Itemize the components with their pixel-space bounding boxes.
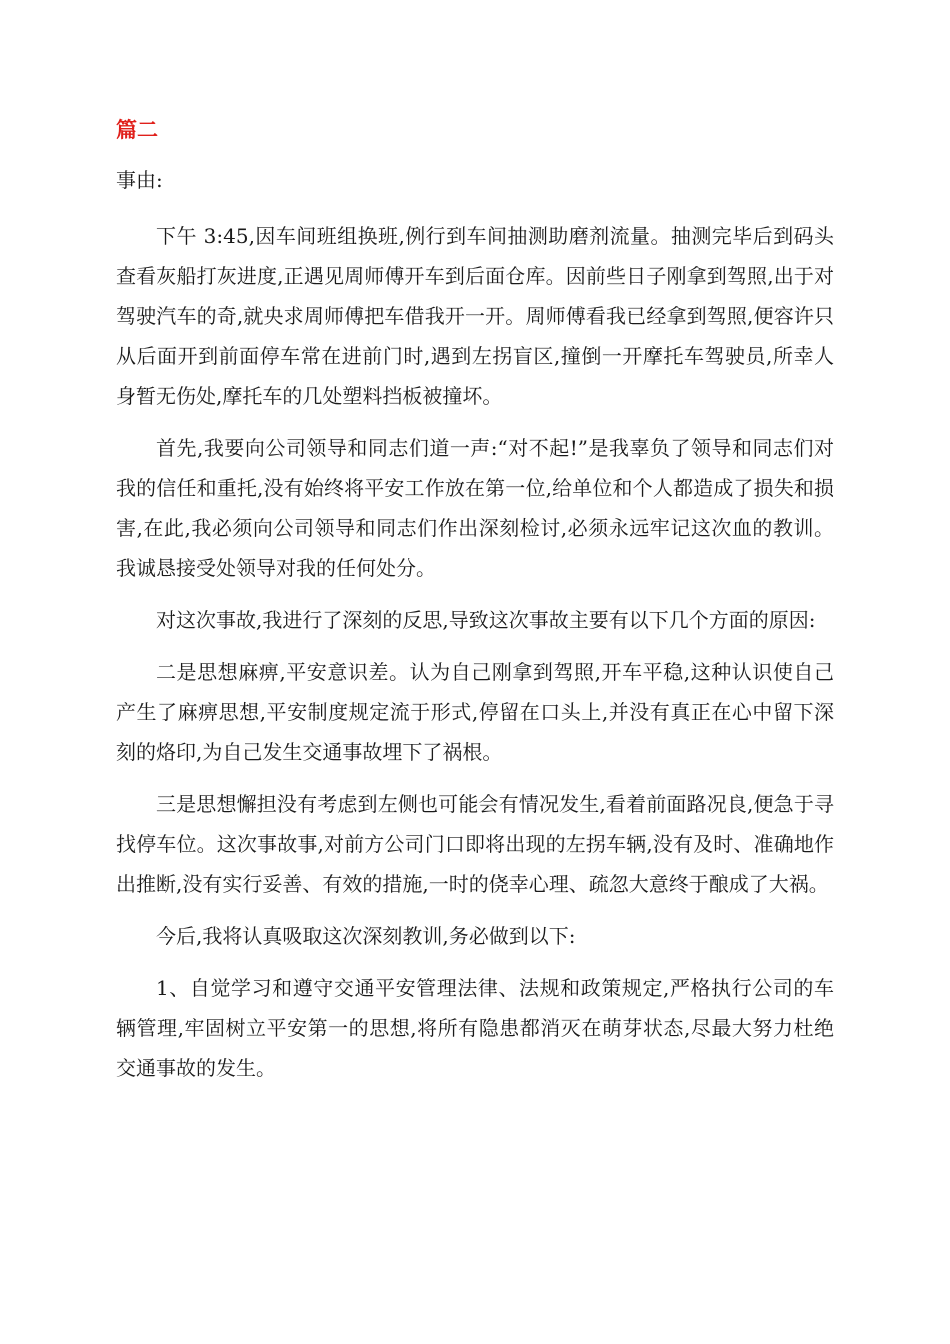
paragraph-reason-three: 三是思想懈担没有考虑到左侧也可能会有情况发生,看着前面路况良,便急于寻找停车位。这次事故事,对前方公司门口即将出现的左拐车辆,没有及时、准确地作出推断,没有实行妥善、有效的措施,一时的侥幸心理、疏忽大意终于酿成了大祸。	[116, 792, 834, 896]
section-heading: 篇二	[116, 118, 158, 142]
paragraph-apology: 首先,我要向公司领导和同志们道一声:“对不起!”是我辜负了领导和同志们对我的信任和重托,没有始终将平安工作放在第一位,给单位和个人都造成了损失和损害,在此,我必须向公司领导和同志们作出深刻检讨,必须永远牢记这次血的教训。我诚恳接受处领导对我的任何处分。	[116, 436, 834, 580]
paragraph-reason-two: 二是思想麻痹,平安意识差。认为自己刚拿到驾照,开车平稳,这种认识使自己产生了麻痹思想,平安制度规定流于形式,停留在口头上,并没有真正在心中留下深刻的烙印,为自己发生交通事故埋下了祸根。	[116, 660, 834, 764]
paragraph-measure-one: 1、自觉学习和遵守交通平安管理法律、法规和政策规定,严格执行公司的车辆管理,牢固树立平安第一的思想,将所有隐患都消灭在萌芽状态,尽最大努力杜绝交通事故的发生。	[116, 976, 834, 1080]
paragraph-reflection: 对这次事故,我进行了深刻的反思,导致这次事故主要有以下几个方面的原因:	[156, 608, 816, 632]
reason-label: 事由:	[116, 168, 163, 192]
paragraph-future: 今后,我将认真吸取这次深刻教训,务必做到以下:	[156, 924, 576, 948]
document-page	[116, 112, 834, 1100]
paragraph-incident: 下午 3:45,因车间班组换班,例行到车间抽测助磨剂流量。抽测完毕后到码头查看灰船打灰进度,正遇见周师傅开车到后面仓库。因前些日子刚拿到驾照,出于对驾驶汽车的奇,就央求周师傅把车借我开一开。周师傅看我已经拿到驾照,便容许只从后面开到前面停车常在进前门时,遇到左拐盲区,撞倒一开摩托车驾驶员,所幸人身暂无伤处,摩托车的几处塑料挡板被撞坏。	[116, 224, 834, 408]
